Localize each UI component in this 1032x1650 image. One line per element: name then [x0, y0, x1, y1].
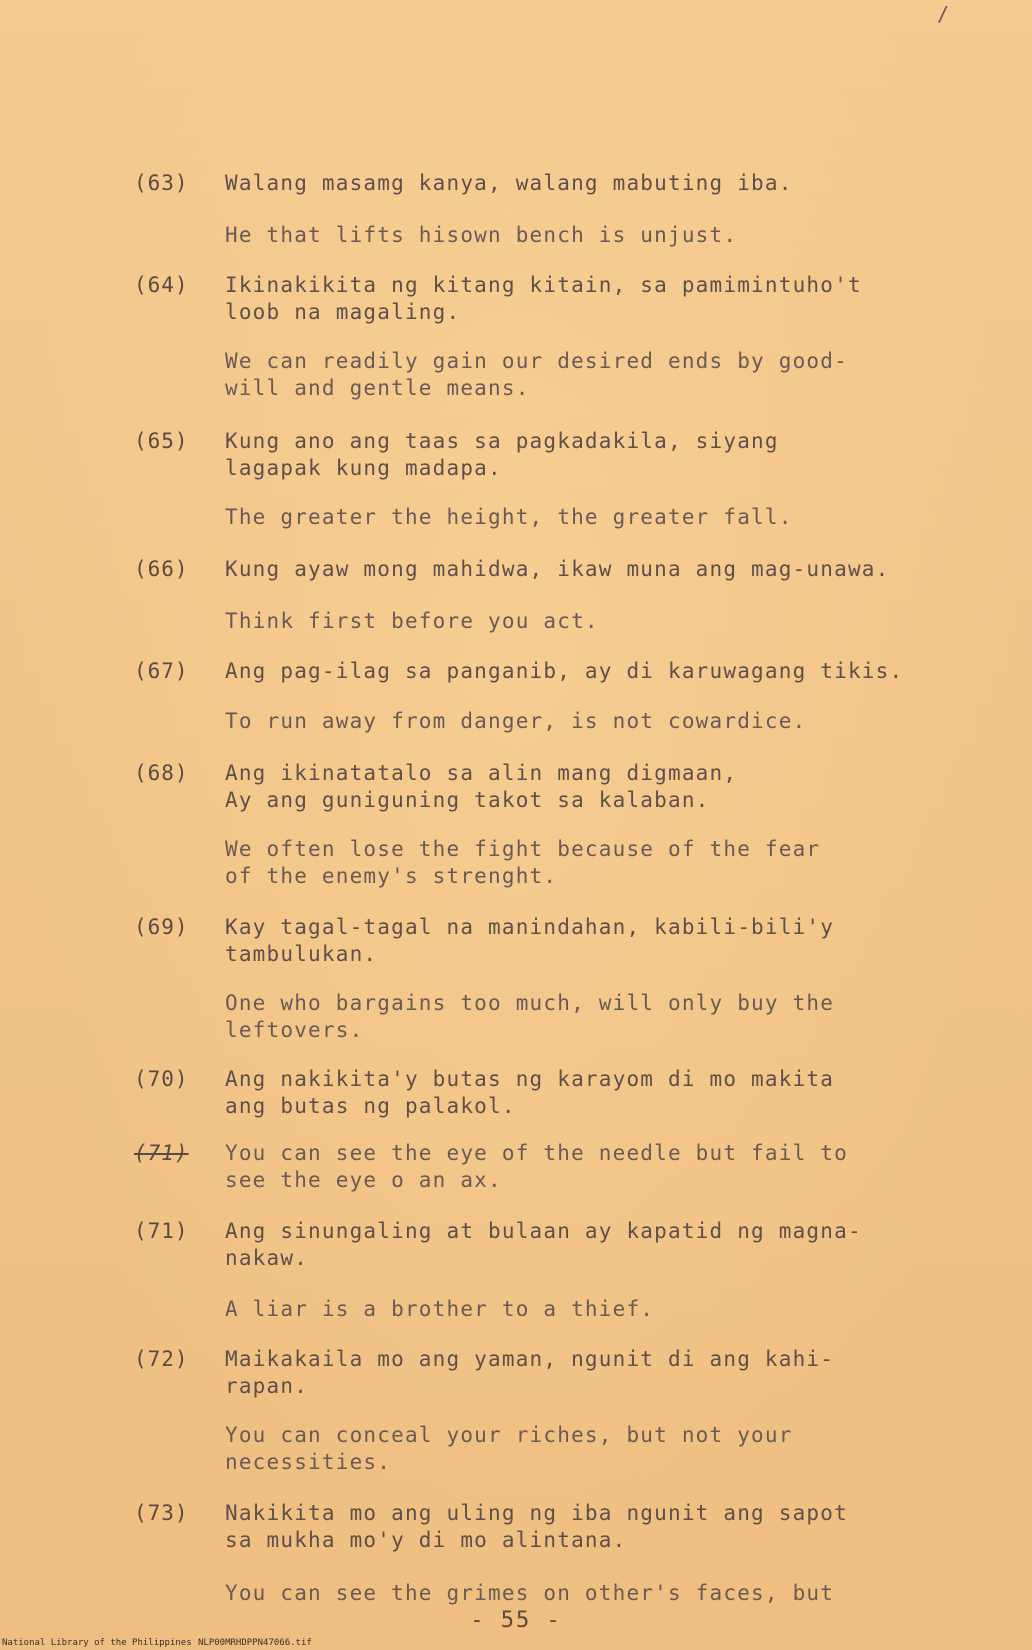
- proverb-number: (73): [134, 1501, 189, 1525]
- proverb-number: (65): [134, 429, 189, 453]
- proverb-english: A liar is a brother to a thief.: [225, 1297, 655, 1321]
- proverb-english: One who bargains too much, will only buy the leftovers.: [225, 991, 835, 1042]
- footer-library-name: National Library of the Philippines: [2, 1638, 192, 1648]
- proverb-number: (66): [134, 557, 189, 581]
- proverb-number: (69): [134, 915, 189, 939]
- proverb-tagalog: Ikinakikita ng kitang kitain, sa pamimintuho't loob na magaling.: [225, 273, 862, 324]
- proverb-tagalog: Kung ayaw mong mahidwa, ikaw muna ang mag-unawa.: [225, 557, 890, 581]
- proverb-number: (64): [134, 273, 189, 297]
- proverb-number: (72): [134, 1347, 189, 1371]
- proverb-tagalog: Ang nakikita'y butas ng karayom di mo makita ang butas ng palakol.: [225, 1067, 835, 1118]
- proverb-english: You can see the grimes on other's faces, but: [225, 1581, 835, 1605]
- proverb-number: (70): [134, 1067, 189, 1091]
- proverb-tagalog: Ang sinungaling at bulaan ay kapatid ng magna- nakaw.: [225, 1219, 862, 1270]
- proverb-tagalog: Maikakaila mo ang yaman, ngunit di ang kahi- rapan.: [225, 1347, 835, 1398]
- proverb-tagalog: Ang ikinatatalo sa alin mang digmaan, Ay ang guniguning takot sa kalaban.: [225, 761, 738, 812]
- footer-file-name: NLP00MRHDPPN47066.tif: [198, 1638, 312, 1648]
- corner-mark: /: [937, 2, 950, 26]
- proverb-english: The greater the height, the greater fall.: [225, 505, 793, 529]
- proverb-number: (68): [134, 761, 189, 785]
- proverb-english: To run away from danger, is not cowardice.: [225, 709, 807, 733]
- proverb-number: (71): [134, 1219, 189, 1243]
- proverb-tagalog: Nakikita mo ang uling ng iba ngunit ang sapot sa mukha mo'y di mo alintana.: [225, 1501, 848, 1552]
- proverb-english: We can readily gain our desired ends by good- will and gentle means.: [225, 349, 848, 400]
- struck-number: (71): [134, 1141, 189, 1165]
- proverb-english: Think first before you act.: [225, 609, 599, 633]
- proverb-english: We often lose the fight because of the fear of the enemy's strenght.: [225, 837, 821, 888]
- proverb-tagalog: Kung ano ang taas sa pagkadakila, siyang lagapak kung madapa.: [225, 429, 779, 480]
- proverb-number: (67): [134, 659, 189, 683]
- proverb-tagalog: Ang pag-ilag sa panganib, ay di karuwagang tikis.: [225, 659, 904, 683]
- proverb-number: (63): [134, 171, 189, 195]
- proverb-tagalog: Walang masamg kanya, walang mabuting iba.: [225, 171, 793, 195]
- page-number: - 55 -: [470, 1608, 562, 1633]
- proverb-english: You can conceal your riches, but not your necessities.: [225, 1423, 793, 1474]
- proverb-english: You can see the eye of the needle but fail to see the eye o an ax.: [225, 1141, 848, 1192]
- proverb-english: He that lifts hisown bench is unjust.: [225, 223, 738, 247]
- proverb-tagalog: Kay tagal-tagal na manindahan, kabili-bili'y tambulukan.: [225, 915, 835, 966]
